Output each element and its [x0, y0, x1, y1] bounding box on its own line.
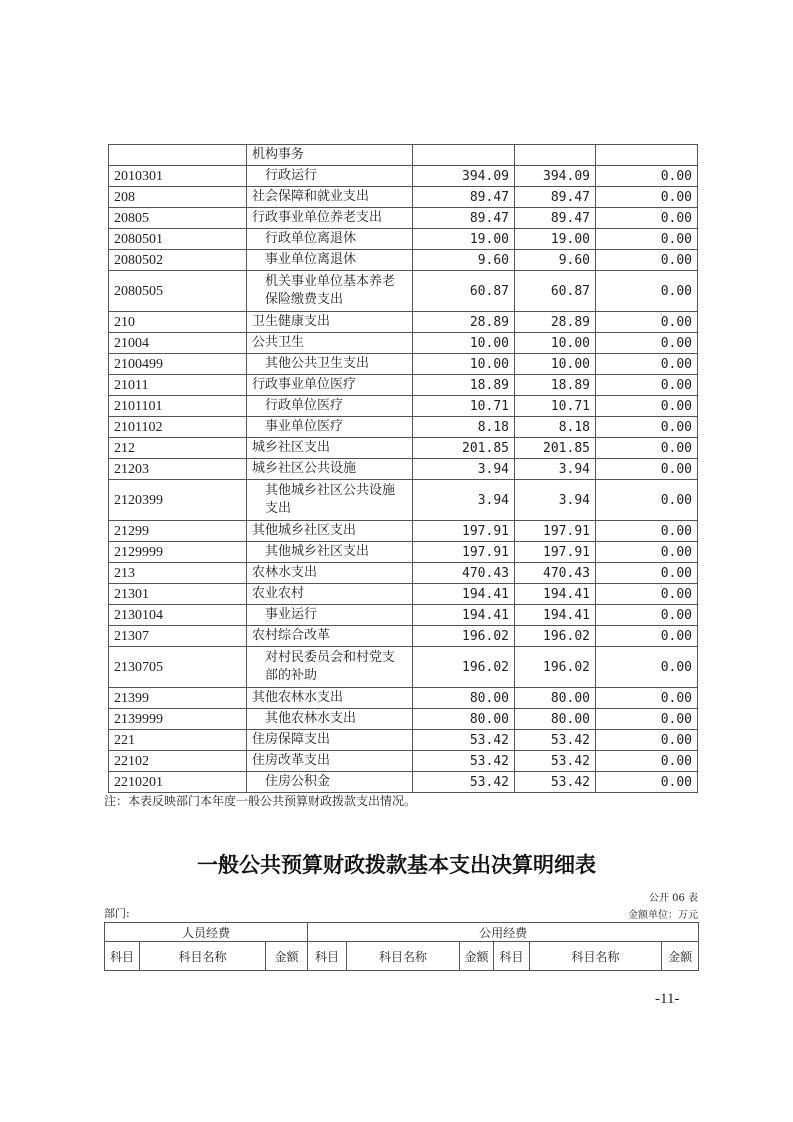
basic-expenditure: 194.41 — [515, 584, 596, 605]
total-amount: 10.00 — [413, 354, 515, 375]
total-amount: 197.91 — [413, 542, 515, 563]
basic-expenditure: 89.47 — [515, 187, 596, 208]
subject-name: 行政事业单位养老支出 — [247, 208, 413, 229]
total-amount: 10.71 — [413, 396, 515, 417]
subject-code: 208 — [109, 187, 247, 208]
basic-expenditure: 196.02 — [515, 626, 596, 647]
total-amount: 3.94 — [413, 459, 515, 480]
project-expenditure: 0.00 — [596, 271, 698, 312]
subject-name: 事业单位医疗 — [247, 417, 413, 438]
table-row — [109, 145, 698, 166]
appropriation-expenditure-table — [108, 144, 698, 793]
subject-code: 2101101 — [109, 396, 247, 417]
table-row — [109, 187, 698, 208]
basic-expenditure: 197.91 — [515, 542, 596, 563]
basic-expenditure: 10.00 — [515, 354, 596, 375]
basic-expenditure: 3.94 — [515, 459, 596, 480]
group-header-public: 公用经费 — [308, 923, 699, 942]
subject-code: 21299 — [109, 521, 247, 542]
table-row — [109, 542, 698, 563]
total-amount: 470.43 — [413, 563, 515, 584]
page-number: -11- — [655, 991, 680, 1007]
basic-expenditure: 10.00 — [515, 333, 596, 354]
basic-expenditure: 18.89 — [515, 375, 596, 396]
table-note: 注：本表反映部门本年度一般公共预算财政拨款支出情况。 — [104, 794, 417, 808]
total-amount: 196.02 — [413, 626, 515, 647]
subject-name: 农业农村 — [247, 584, 413, 605]
column-header: 科目 — [494, 942, 530, 971]
department-label: 部门: — [104, 907, 130, 920]
total-amount: 196.02 — [413, 647, 515, 688]
total-amount: 53.42 — [413, 772, 515, 793]
subject-name: 其他城乡社区支出 — [247, 521, 413, 542]
column-header: 金额 — [266, 942, 308, 971]
project-expenditure: 0.00 — [596, 647, 698, 688]
subject-name: 其他城乡社区支出 — [247, 542, 413, 563]
project-expenditure: 0.00 — [596, 709, 698, 730]
total-amount: 53.42 — [413, 751, 515, 772]
basic-expenditure: 196.02 — [515, 647, 596, 688]
subject-code: 2139999 — [109, 709, 247, 730]
subject-name: 行政事业单位医疗 — [247, 375, 413, 396]
basic-expenditure — [515, 145, 596, 166]
subject-code: 21004 — [109, 333, 247, 354]
table-row — [109, 208, 698, 229]
subject-name: 农村综合改革 — [247, 626, 413, 647]
subject-name: 农林水支出 — [247, 563, 413, 584]
basic-expenditure: 28.89 — [515, 312, 596, 333]
project-expenditure: 0.00 — [596, 375, 698, 396]
total-amount: 8.18 — [413, 417, 515, 438]
basic-expenditure: 80.00 — [515, 709, 596, 730]
subject-name: 机关事业单位基本养老保险缴费支出 — [247, 271, 413, 312]
total-amount: 194.41 — [413, 584, 515, 605]
total-amount: 18.89 — [413, 375, 515, 396]
table-row — [109, 709, 698, 730]
project-expenditure: 0.00 — [596, 187, 698, 208]
subject-code: 210 — [109, 312, 247, 333]
basic-expenditure: 80.00 — [515, 688, 596, 709]
project-expenditure: 0.00 — [596, 480, 698, 521]
subject-name: 其他农林水支出 — [247, 688, 413, 709]
project-expenditure: 0.00 — [596, 438, 698, 459]
subject-code: 2100499 — [109, 354, 247, 375]
total-amount: 201.85 — [413, 438, 515, 459]
subject-name: 城乡社区公共设施 — [247, 459, 413, 480]
subject-name: 其他城乡社区公共设施支出 — [247, 480, 413, 521]
basic-expenditure: 194.41 — [515, 605, 596, 626]
table-row — [109, 772, 698, 793]
subject-name: 对村民委员会和村党支部的补助 — [247, 647, 413, 688]
subject-name: 事业单位离退休 — [247, 250, 413, 271]
subject-code: 2080501 — [109, 229, 247, 250]
column-header: 科目名称 — [347, 942, 460, 971]
project-expenditure: 0.00 — [596, 229, 698, 250]
project-expenditure: 0.00 — [596, 772, 698, 793]
subject-name: 其他公共卫生支出 — [247, 354, 413, 375]
project-expenditure: 0.00 — [596, 563, 698, 584]
subject-name: 住房改革支出 — [247, 751, 413, 772]
project-expenditure: 0.00 — [596, 417, 698, 438]
total-amount: 9.60 — [413, 250, 515, 271]
total-amount: 89.47 — [413, 187, 515, 208]
subject-name: 行政运行 — [247, 166, 413, 187]
basic-expenditure: 197.91 — [515, 521, 596, 542]
table-row — [109, 605, 698, 626]
subject-code: 212 — [109, 438, 247, 459]
basic-expenditure: 3.94 — [515, 480, 596, 521]
basic-expenditure: 8.18 — [515, 417, 596, 438]
total-amount: 80.00 — [413, 709, 515, 730]
subject-name: 公共卫生 — [247, 333, 413, 354]
project-expenditure: 0.00 — [596, 333, 698, 354]
basic-expenditure: 19.00 — [515, 229, 596, 250]
total-amount: 89.47 — [413, 208, 515, 229]
total-amount: 394.09 — [413, 166, 515, 187]
total-amount: 53.42 — [413, 730, 515, 751]
amount-unit-label: 金额单位：万元 — [628, 910, 698, 921]
subject-name: 其他农林水支出 — [247, 709, 413, 730]
subject-code — [109, 145, 247, 166]
subject-name: 社会保障和就业支出 — [247, 187, 413, 208]
total-amount: 3.94 — [413, 480, 515, 521]
table-row — [109, 688, 698, 709]
basic-expenditure: 470.43 — [515, 563, 596, 584]
project-expenditure: 0.00 — [596, 542, 698, 563]
project-expenditure: 0.00 — [596, 688, 698, 709]
project-expenditure: 0.00 — [596, 584, 698, 605]
table-row — [109, 271, 698, 312]
subject-code: 2129999 — [109, 542, 247, 563]
total-amount: 194.41 — [413, 605, 515, 626]
table-row — [109, 354, 698, 375]
project-expenditure: 0.00 — [596, 312, 698, 333]
subject-name: 卫生健康支出 — [247, 312, 413, 333]
basic-expenditure-detail-table — [104, 922, 699, 971]
table-row — [109, 521, 698, 542]
subject-code: 2080502 — [109, 250, 247, 271]
table-row — [109, 563, 698, 584]
column-header: 金额 — [460, 942, 494, 971]
total-amount — [413, 145, 515, 166]
total-amount: 19.00 — [413, 229, 515, 250]
table-row — [109, 333, 698, 354]
project-expenditure: 0.00 — [596, 354, 698, 375]
table-row — [109, 250, 698, 271]
subject-code: 21301 — [109, 584, 247, 605]
column-header: 科目名称 — [530, 942, 662, 971]
table-row — [109, 459, 698, 480]
project-expenditure: 0.00 — [596, 166, 698, 187]
table-row — [109, 375, 698, 396]
project-expenditure: 0.00 — [596, 751, 698, 772]
project-expenditure: 0.00 — [596, 730, 698, 751]
column-header: 金额 — [662, 942, 699, 971]
total-amount: 28.89 — [413, 312, 515, 333]
subject-code: 20805 — [109, 208, 247, 229]
total-amount: 60.87 — [413, 271, 515, 312]
total-amount: 10.00 — [413, 333, 515, 354]
subject-code: 2080505 — [109, 271, 247, 312]
basic-expenditure: 53.42 — [515, 772, 596, 793]
subject-code: 2101102 — [109, 417, 247, 438]
subject-code: 21203 — [109, 459, 247, 480]
basic-expenditure: 9.60 — [515, 250, 596, 271]
table-row — [109, 730, 698, 751]
form-number: 公开 06 表 — [648, 893, 698, 904]
project-expenditure: 0.00 — [596, 250, 698, 271]
table-row — [109, 438, 698, 459]
subject-name: 住房公积金 — [247, 772, 413, 793]
subject-code: 2130705 — [109, 647, 247, 688]
subject-code: 21399 — [109, 688, 247, 709]
project-expenditure: 0.00 — [596, 208, 698, 229]
group-header-personnel: 人员经费 — [105, 923, 308, 942]
table-row — [109, 166, 698, 187]
total-amount: 197.91 — [413, 521, 515, 542]
total-amount: 80.00 — [413, 688, 515, 709]
project-expenditure: 0.00 — [596, 521, 698, 542]
subject-name: 行政单位离退休 — [247, 229, 413, 250]
table-row — [109, 751, 698, 772]
subject-name: 城乡社区支出 — [247, 438, 413, 459]
subject-code: 2120399 — [109, 480, 247, 521]
project-expenditure: 0.00 — [596, 626, 698, 647]
section-title: 一般公共预算财政拨款基本支出决算明细表 — [197, 853, 596, 877]
basic-expenditure: 201.85 — [515, 438, 596, 459]
table-row — [109, 417, 698, 438]
basic-expenditure: 53.42 — [515, 751, 596, 772]
basic-expenditure: 53.42 — [515, 730, 596, 751]
basic-expenditure: 10.71 — [515, 396, 596, 417]
subject-code: 2210201 — [109, 772, 247, 793]
column-header: 科目 — [308, 942, 347, 971]
subject-name: 行政单位医疗 — [247, 396, 413, 417]
table-row — [109, 584, 698, 605]
subject-code: 213 — [109, 563, 247, 584]
table-row — [109, 647, 698, 688]
project-expenditure: 0.00 — [596, 605, 698, 626]
subject-code: 22102 — [109, 751, 247, 772]
project-expenditure: 0.00 — [596, 396, 698, 417]
column-header: 科目名称 — [140, 942, 266, 971]
basic-expenditure: 89.47 — [515, 208, 596, 229]
table-row — [109, 396, 698, 417]
project-expenditure: 0.00 — [596, 459, 698, 480]
subject-code: 21011 — [109, 375, 247, 396]
table-row — [109, 626, 698, 647]
subject-code: 221 — [109, 730, 247, 751]
subject-code: 2130104 — [109, 605, 247, 626]
table-row — [109, 312, 698, 333]
project-expenditure — [596, 145, 698, 166]
table-row — [109, 480, 698, 521]
subject-code: 2010301 — [109, 166, 247, 187]
subject-name: 机构事务 — [247, 145, 413, 166]
subject-name: 住房保障支出 — [247, 730, 413, 751]
subject-code: 21307 — [109, 626, 247, 647]
basic-expenditure: 394.09 — [515, 166, 596, 187]
column-header: 科目 — [105, 942, 140, 971]
table-row — [109, 229, 698, 250]
subject-name: 事业运行 — [247, 605, 413, 626]
basic-expenditure: 60.87 — [515, 271, 596, 312]
